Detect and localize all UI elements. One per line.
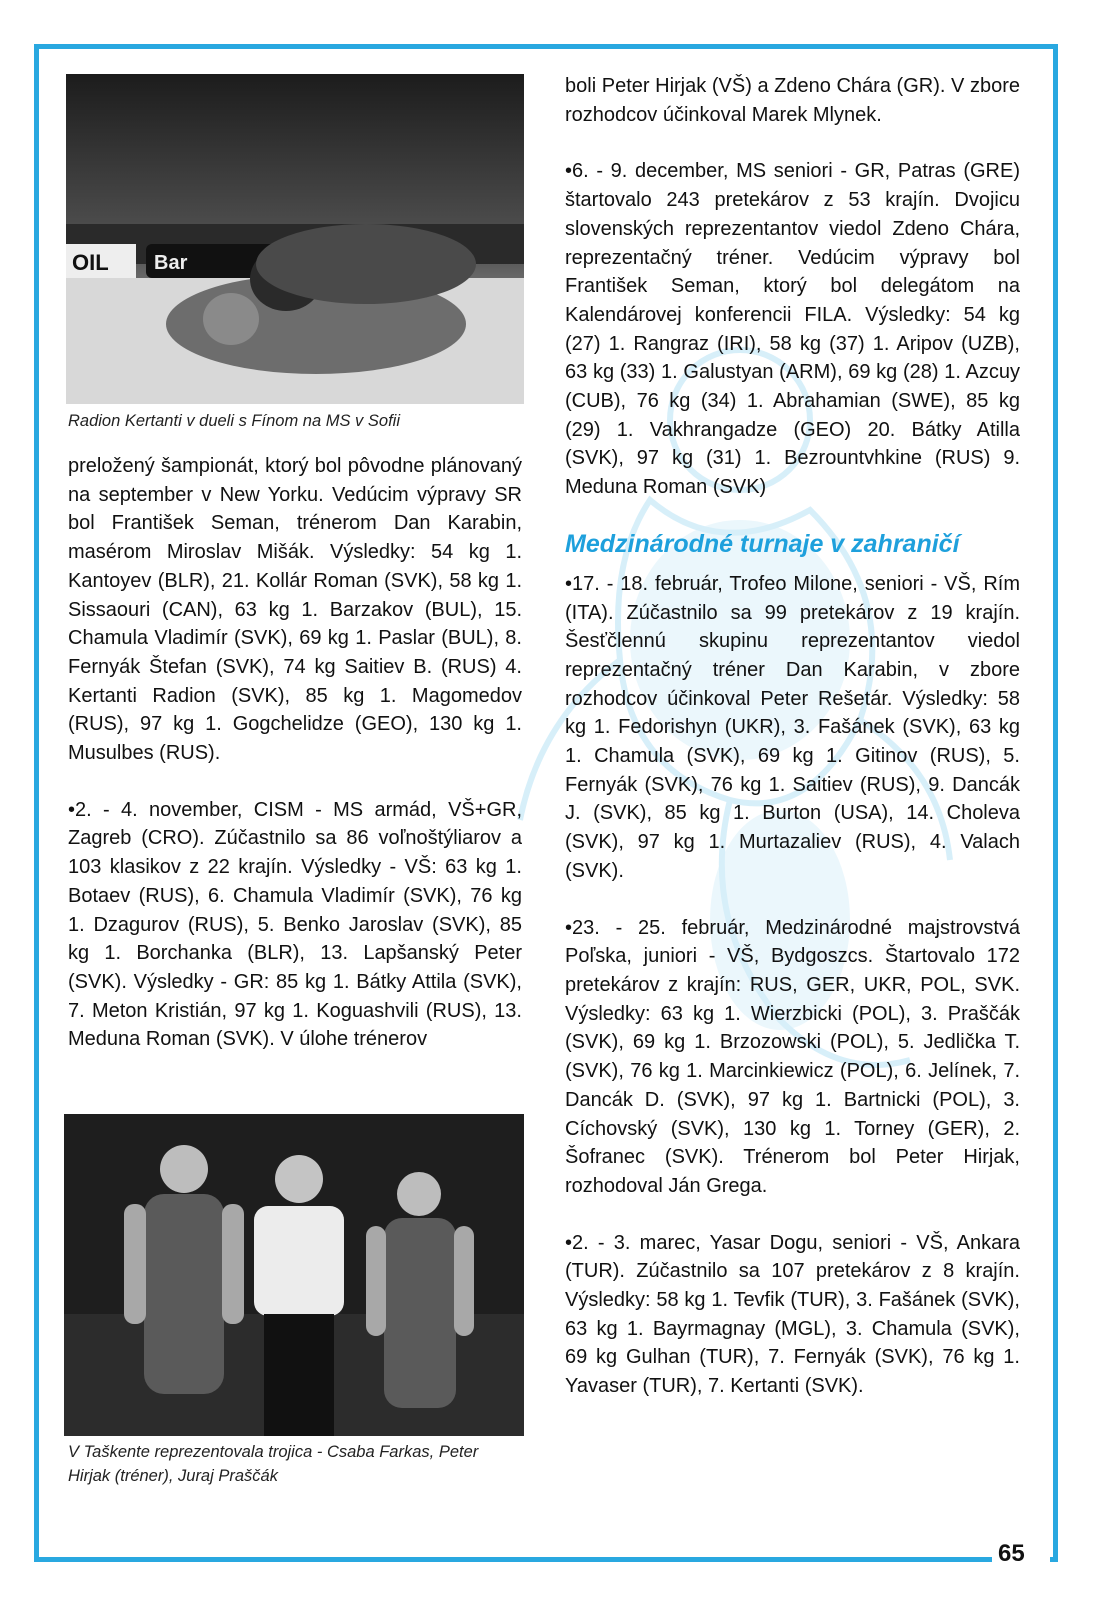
banner-text-bar: Bar: [154, 252, 188, 274]
photo1-caption: Radion Kertanti v dueli s Fínom na MS v Sofii: [68, 412, 400, 430]
left-paragraph-1: preložený šampionát, ktorý bol pôvodne plánovaný na september v New Yorku. Vedúcim výpravy SR bol František Seman, trénerom Dan Karabin, masérom Miroslav Mišák. Výsledky: 54 kg 1. Kantoyev (BLR), 21. Kollár Roman (SVK), 58 kg 1. Sissaouri (CAN), 63 kg 1. Barzakov (BUL), 15. Chamula Vladimír (SVK), 69 kg 1. Paslar (BUL), 8. Fernyák Štefan (SVK), 74 kg Saitiev B. (RUS) 4. Kertanti Radion (SVK), 85 kg 1. Magomedov (RUS), 97 kg 1. Gogchelidze (GEO), 130 kg 1. Musulbes (RUS).: [68, 455, 522, 765]
right-paragraph-2: •6. - 9. december, MS seniori - GR, Patras (GRE) štartovalo 243 pretekárov z 53 krajín. Dvojicu slovenských reprezentantov viedol Zdeno Chára, reprezentačný tréner. Vedúcim výpravy bol František Seman, ktorý bol delegátom na Kalendárovej konferencii FILA. Výsledky: 54 kg (27) 1. Rangraz (IRI), 58 kg (37) 1. Aripov (UZB), 63 kg (33) 1. Galustyan (ARM), 69 kg (28) 1. Azcuy (CUB), 76 kg (34) 1. Abrahamian (SWE), 85 kg (29) 1. Vakhrangadze (GEO) 20. Bátky Atilla (SVK), 97 kg (31) 1. Bezrountvhkine (RUS) 9. Meduna Roman (SVK): [565, 160, 1020, 499]
wrestling-match-illustration: [66, 74, 524, 404]
photo2-caption: V Taškente reprezentovala trojica - Csaba Farkas, Peter Hirjak (tréner), Juraj Praščák: [68, 1443, 479, 1485]
right-paragraph-5: •2. - 3. marec, Yasar Dogu, seniori - VŠ, Ankara (TUR). Zúčastnilo sa 107 pretekárov z 8 krajín. Výsledky: 58 kg 1. Tevfik (TUR), 3. Fašánek (SVK), 63 kg 1. Bayrmagnay (MGL), 3. Chamula (SVK), 69 kg Gulhan (TUR), 7. Fernyák (SVK), 76 kg 1. Yavaser (TUR), 7. Kertanti (SVK).: [565, 1231, 1020, 1398]
photo-wrestling-match: [66, 74, 524, 404]
right-paragraph-1: boli Peter Hirjak (VŠ) a Zdeno Chára (GR). V zbore rozhodcov účinkoval Marek Mlynek.: [565, 75, 1020, 126]
photo-team-tashkent: [64, 1114, 524, 1436]
team-photo-illustration: [64, 1114, 524, 1436]
right-paragraph-4: •23. - 25. február, Medzinárodné majstrovstvá Poľska, juniori - VŠ, Bydgoszcs. Štartovalo 172 pretekárov z krajín: RUS, GER, UKR, POL, SVK. Výsledky: 63 kg 1. Wierzbicki (POL), 3. Praščák (SVK), 69 kg 1. Brzozowski (POL), 5. Jedlička T. (SVK), 76 kg 1. Marcinkiewicz (POL), 6. Jelínek, 7. Dancák D. (SVK), 97 kg 1. Bartnicki (POL), 3. Cíchovský (SVK), 130 kg 1. Torney (GER), 2. Šofranec (SVK). Trénerom bol Peter Hirjak, rozhodoval Ján Grega.: [565, 916, 1020, 1197]
banner-text-oil: OIL: [72, 250, 109, 275]
left-paragraph-2: •2. - 4. november, CISM - MS armád, VŠ+GR, Zagreb (CRO). Zúčastnilo sa 86 voľnoštýliarov a 103 klasikov z 22 krajín. Výsledky - VŠ: 63 kg 1. Botaev (RUS), 6. Chamula Vladimír (SVK), 76 kg 1. Dzagurov (RUS), 5. Benko Jaroslav (SVK), 85 kg 1. Borchanka (BLR), 13. Lapšanský Peter (SVK). Výsledky - GR: 85 kg 1. Bátky Attila (SVK), 7. Meton Kristián, 97 kg 1. Koguashvili (RUS), 13. Meduna Roman (SVK). V úlohe trénerov: [68, 798, 522, 1051]
page-number: 65: [998, 1540, 1025, 1567]
section-heading: Medzinárodné turnaje v zahraničí: [565, 529, 960, 558]
right-paragraph-3: •17. - 18. február, Trofeo Milone, seniori - VŠ, Rím (ITA). Zúčastnilo sa 99 pretekárov z 19 krajín. Šesťčlennú skupinu reprezentantov viedol reprezentačný tréner Dan Karabin, v zbore rozhodcov účinkoval Peter Rešetár. Výsledky: 58 kg 1. Fedorishyn (UKR), 3. Fašánek (SVK), 63 kg 1. Chamula (SVK), 69 kg 1. Gitinov (RUS), 5. Fernyák (SVK), 76 kg 1. Saitiev (RUS), 9. Dancák J. (SVK), 85 kg 1. Burton (USA), 14. Choleva (SVK), 97 kg 1. Murtazaliev (RUS), 4. Valach (SVK).: [565, 572, 1020, 882]
right-column: [565, 72, 1020, 1401]
left-column: [68, 452, 522, 1054]
